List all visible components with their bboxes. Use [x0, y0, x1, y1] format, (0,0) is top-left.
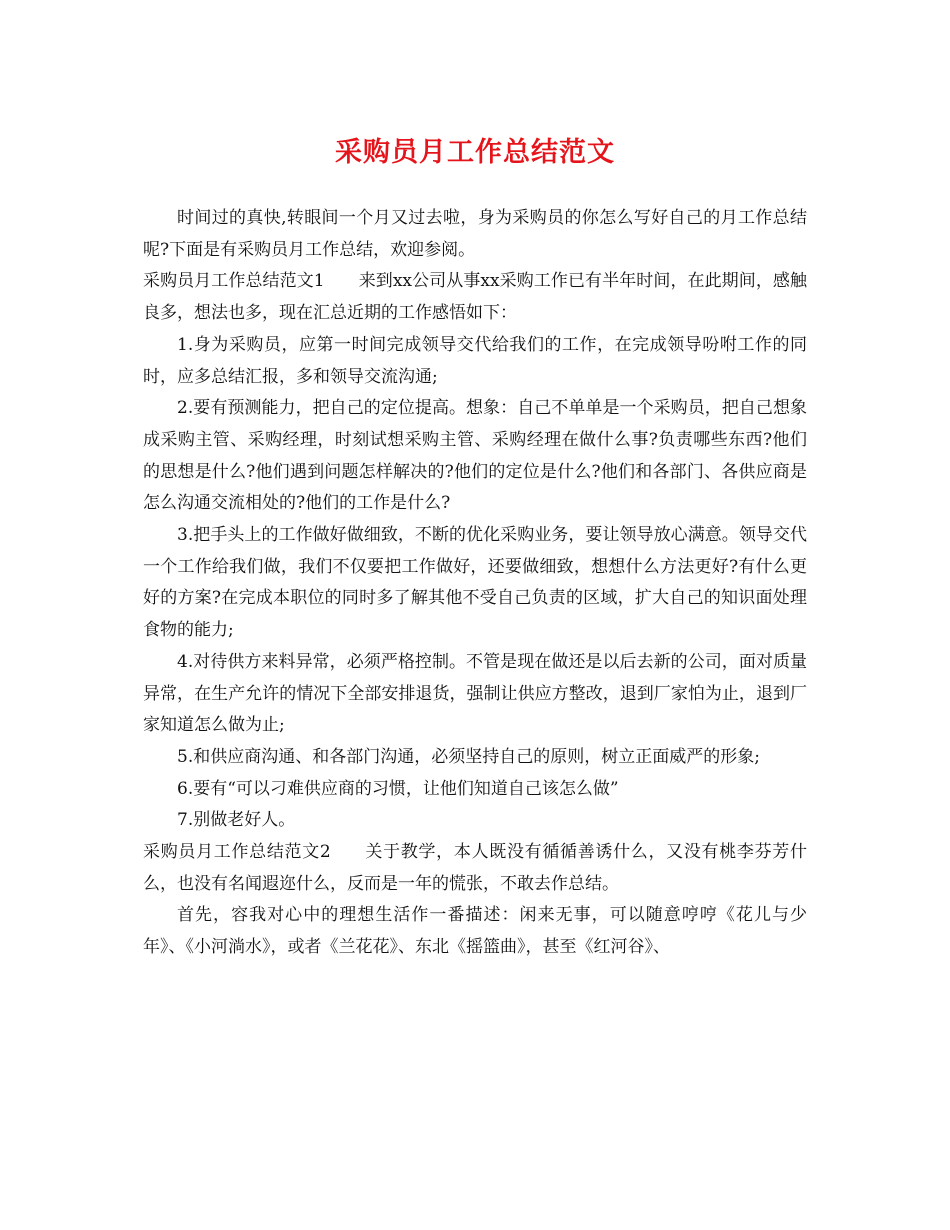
list-item: 1.身为采购员，应第一时间完成领导交代给我们的工作，在完成领导吩咐工作的同时，应多总结汇报，多和领导交流沟通;: [143, 334, 807, 387]
sample2-heading: 采购员月工作总结范文2: [143, 842, 331, 863]
closing-paragraph: 首先，容我对心中的理想生活作一番描述：闲来无事，可以随意哼哼《花儿与少年》、《小河淌水》，或者《兰花花》、东北《摇篮曲》，甚至《红河谷》、: [143, 905, 807, 958]
sample1-heading: 采购员月工作总结范文1: [143, 271, 325, 292]
document-title: 采购员月工作总结范文: [335, 137, 615, 168]
list-item: 2.要有预测能力，把自己的定位提高。想象：自己不单单是一个采购员，把自己想象成采购主管、采购经理，时刻试想采购主管、采购经理在做什么事?负责哪些东西?他们的思想是什么?他们遇到问题怎样解决的?他们的定位是什么?他们和各部门、各供应商是怎么沟通交流相处的?他们的工作是什么?: [143, 398, 807, 514]
sample2-text: 关于教学，本人既没有循循善诱什么，又没有桃李芬芳什么，也没有名闻遐迩什么，反而是一年的慌张，不敢去作总结。: [143, 842, 807, 894]
sample1-text: 来到xx公司从事xx采购工作已有半年时间，在此期间，感触良多，想法也多，现在汇总近期的工作感悟如下：: [143, 271, 807, 324]
list-item: 7.别做老好人。: [177, 810, 296, 831]
sample1-paragraph: [143, 266, 807, 329]
sample2-paragraph: [143, 837, 807, 900]
list-item: 3.把手头上的工作做好做细致，不断的优化采购业务，要让领导放心满意。领导交代一个工作给我们做，我们不仅要把工作做好，还要做细致，想想什么方法更好?有什么更好的方案?在完成本职位的同时多了解其他不受自己负责的区域，扩大自己的知识面处理食物的能力;: [143, 525, 807, 641]
list-item: 5.和供应商沟通、和各部门沟通，必须坚持自己的原则，树立正面威严的形象;: [177, 746, 760, 767]
document-body: [143, 203, 807, 964]
list-item: 4.对待供方来料异常，必须严格控制。不管是现在做还是以后去新的公司，面对质量异常，在生产允许的情况下全部安排退货，强制让供应方整改，退到厂家怕为止，退到厂家知道怎么做为止;: [143, 651, 807, 736]
intro-paragraph: 时间过的真快,转眼间一个月又过去啦，身为采购员的你怎么写好自己的月工作总结呢?下面是有采购员月工作总结，欢迎参阅。: [143, 208, 807, 260]
list-item: 6.要有“可以刁难供应商的习惯，让他们知道自己该怎么做”: [177, 778, 619, 799]
